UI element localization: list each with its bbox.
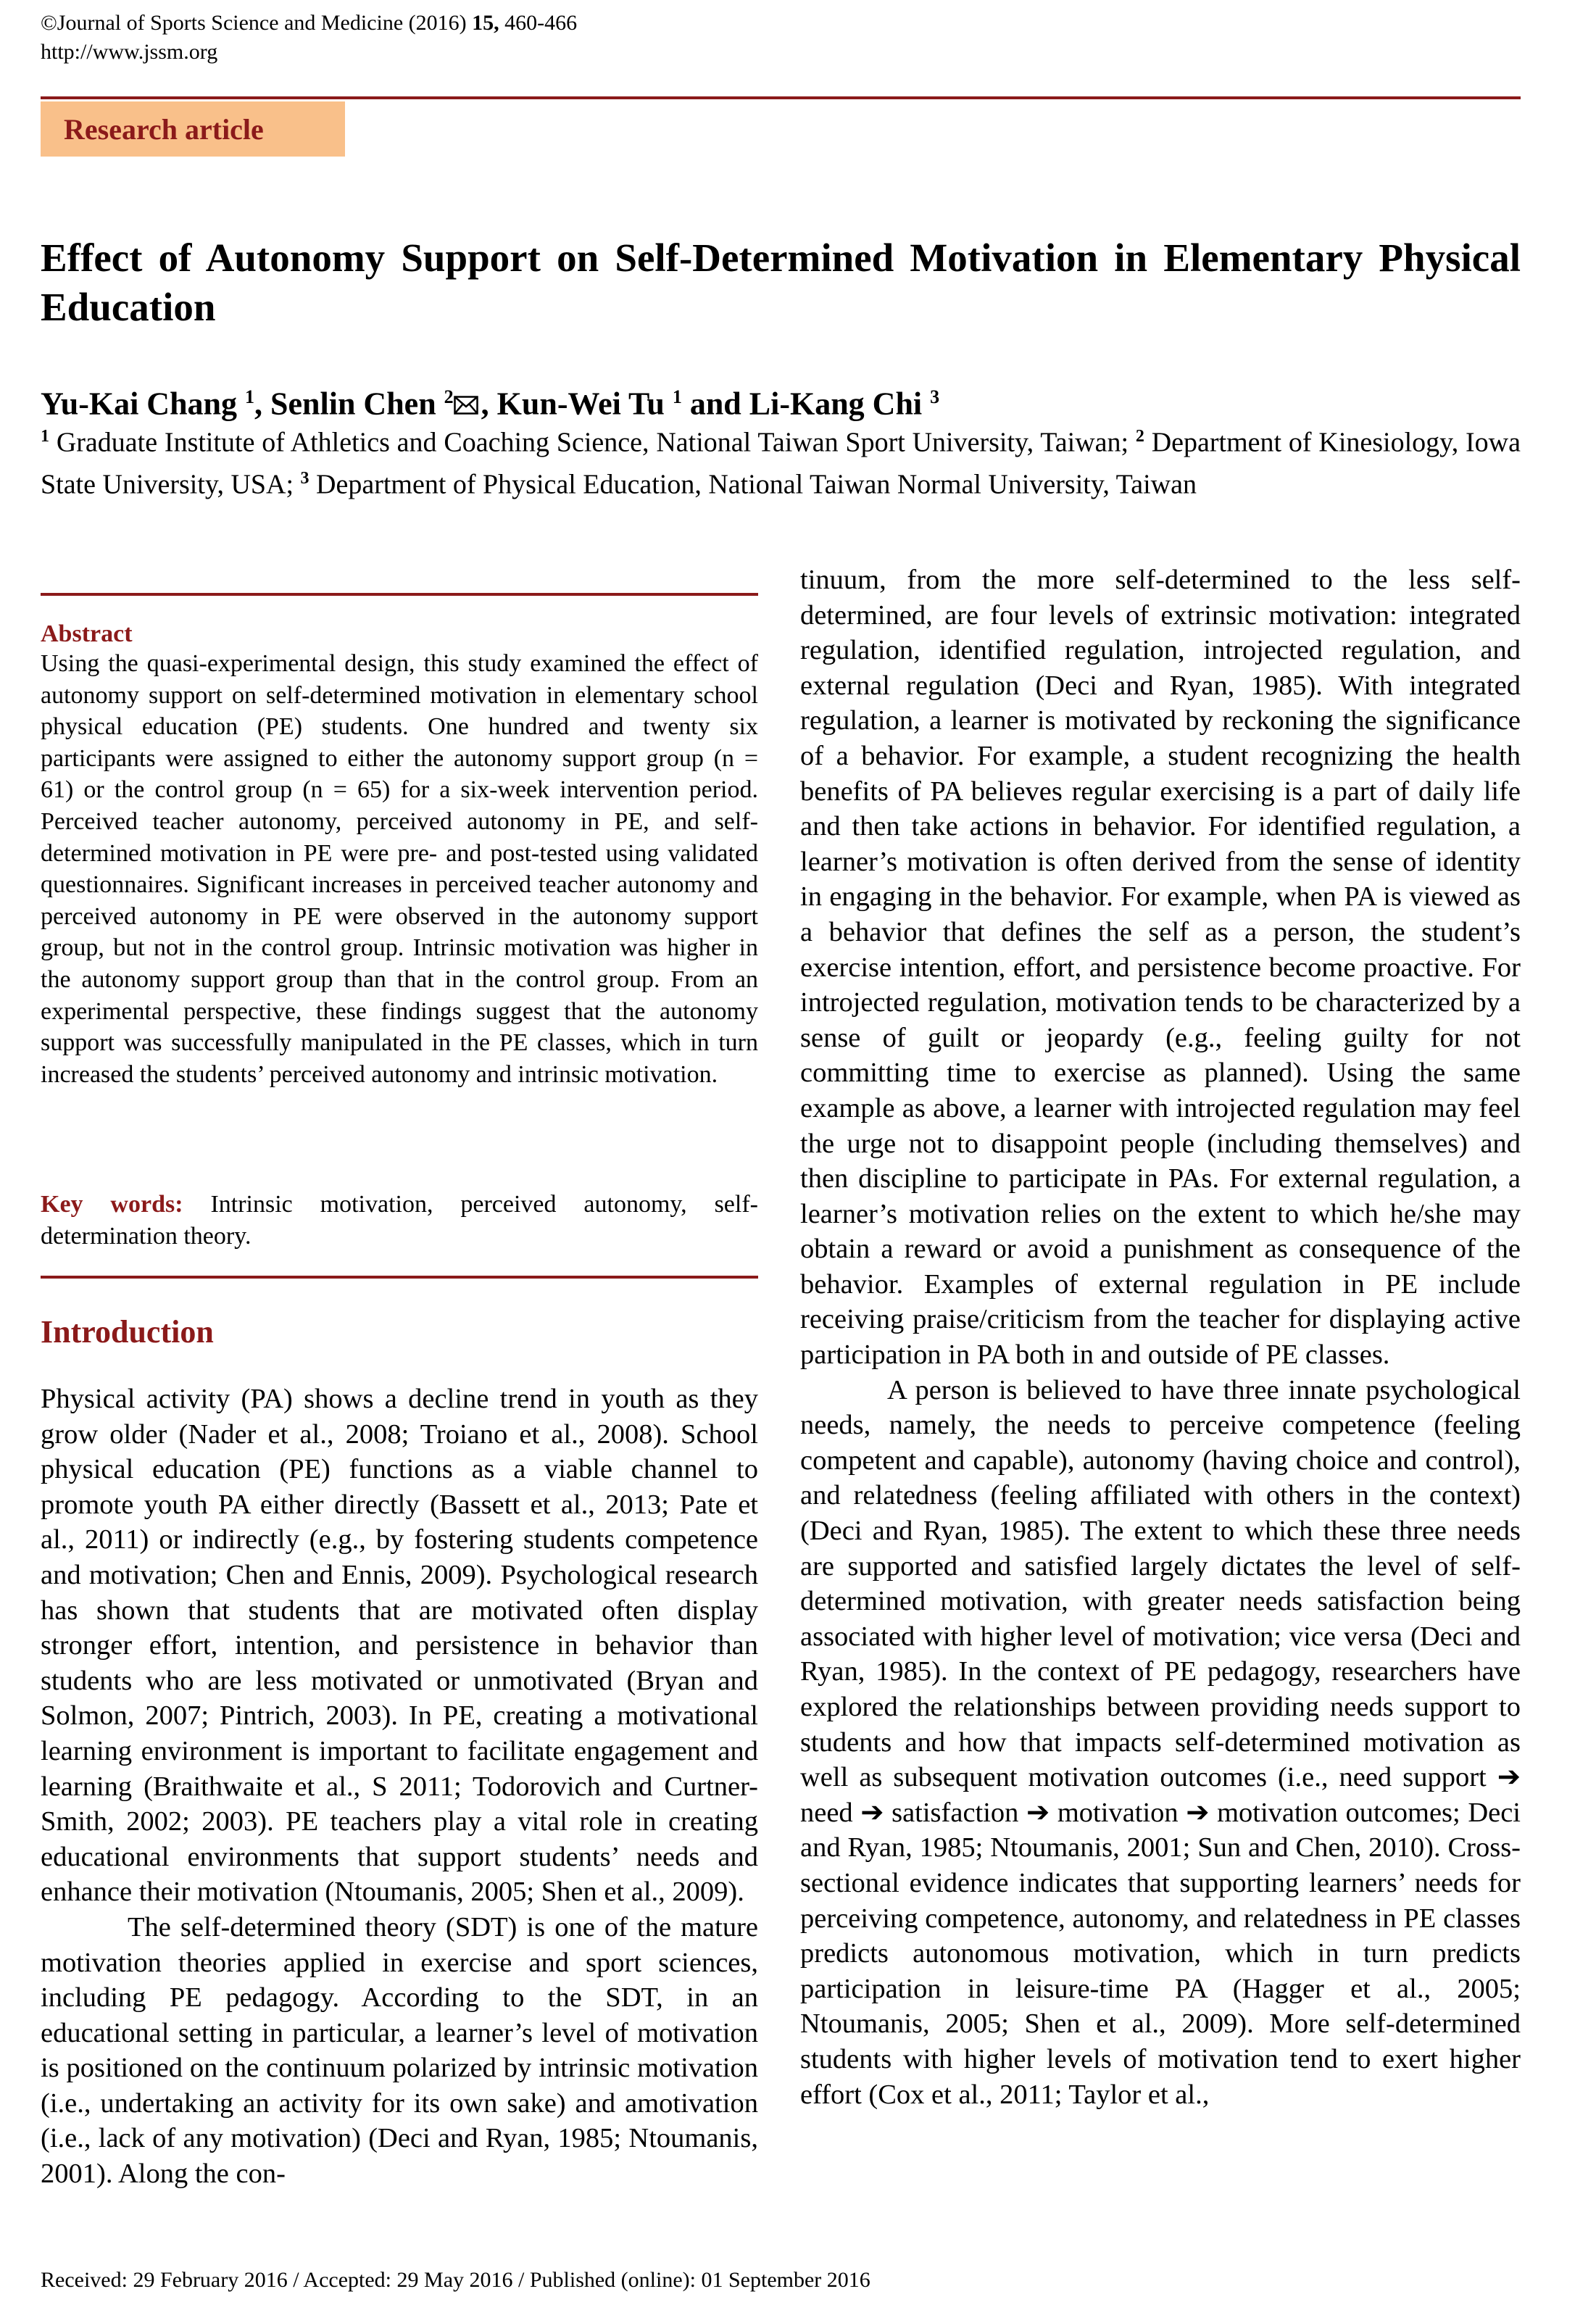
abstract-bottom-divider [41,1276,758,1279]
author-affiliation-mark: 1 [672,386,682,407]
body-paragraph: A person is believed to have three innate psychological needs, namely, the needs to perceive competence (feeling competent and capable), autonomy (having choice and control), and relatedness (feeling affiliated with others in the context) (Deci and Ryan, 1985). The extent to which these three needs are supported and satisfied largely dictates the level of self-determined motivation, with greater needs satisfaction being associated with higher level of motivation; vice versa (Deci and Ryan, 1985). In the context of PE pedagogy, researchers have explored the relationships between providing needs support to students and how that impacts self-determined motivation as well as subsequent motivation outcomes (i.e., need support ➔ need ➔ satisfaction ➔ motivation ➔ motivation outcomes; Deci and Ryan, 1985; Ntoumanis, 2001; Sun and Chen, 2010). Cross-sectional evidence indicates that supporting learners’ needs for perceiving competence, autonomy, and relatedness in PE classes predicts autonomous motivation, which in turn predicts participation in leisure-time PA (Hagger et al., 2005; Ntoumanis, 2005; Shen et al., 2009). More self-determined students with higher levels of motivation tend to exert higher effort (Cox et al., 2011; Taylor et al., [800,1374,1521,2110]
author-list: Yu-Kai Chang $^1$, Senlin Chen $^2$ , Kun-Wei Tu $^1$ and Li-Kang Chi $^3$ [41,377,939,425]
article-type-badge: Research article [41,101,345,157]
body-paragraph: The self-determined theory (SDT) is one of the mature motivation theories applied in exercise and sport sciences, including PE pedagogy. According to the SDT, in an educational setting in particular, a learner’s level of motivation is positioned on the continuum polarized by intrinsic motivation (i.e., undertaking an activity for its own sake) and amotivation (i.e., lack of any motivation) (Deci and Ryan, 1985; Ntoumanis, 2001). Along the con- [41,1911,758,2190]
affiliation-mark: 3 [300,468,309,488]
keywords-text: Intrinsic motivation, perceived autonomy, self-determination theory. [41,1191,758,1250]
affiliation-mark: 2 [1135,427,1144,446]
introduction-heading: Introduction [41,1314,214,1350]
author-name: Kun-Wei Tu [496,386,665,422]
author-name: Li-Kang Chi [749,386,923,422]
article-title: Effect of Autonomy Support on Self-Determined Motivation in Elementary Physical Education [41,236,1521,329]
abstract-heading: Abstract [41,620,133,647]
author-name: Yu-Kai Chang [41,386,238,422]
right-column [800,562,1521,2112]
keywords-label: Key words: [41,1191,183,1218]
author-name: Senlin Chen [270,386,436,422]
affiliations [41,419,1521,502]
author-affiliation-mark: 1 [245,386,255,407]
left-column [41,1381,758,2192]
author-affiliation-mark: 2 [444,386,454,407]
journal-url[interactable]: http://www.jssm.org [41,40,218,64]
body-paragraph: tinuum, from the more self-determined to the less self-determined, are four levels of extrinsic motivation: integrated regulation, identified regulation, introjected regulation, and external regulation (Deci and Ryan, 1985). With integrated regulation, a learner is motivated by reckoning the significance of a behavior. For example, a student recognizing the health benefits of PA believes regular exercising is a part of daily life and then take actions in behavior. For identified regulation, a learner’s motivation is often derived from the sense of identity in engaging in the behavior. For example, when PA is viewed as a behavior that defines the self as a person, the student’s exercise intention, effort, and persistence become proactive. For introjected regulation, motivation tends to be characterized by a sense of guilt or jeopardy (e.g., feeling guilty for not committing time to exercise as planned). Using the same example as above, a learner with introjected regulation may feel the urge not to disappoint people (including themselves) and then discipline to participate in PAs. For external regulation, a learner’s motivation relies on the extent to which he/she may obtain a reward or avoid a punishment as consequence of the behavior. Examples of external regulation in PE include receiving praise/criticism from the teacher for displaying active participation in PA both in and outside of PE classes. [800,565,1521,1371]
header-divider [41,96,1521,99]
publication-dates: Received: 29 February 2016 / Accepted: 29 May 2016 / Published (online): 01 September 2016 [41,2268,870,2292]
journal-citation: ©Journal of Sports Science and Medicine (2016) 15, 460-466 [41,11,578,35]
author-affiliation-mark: 3 [930,386,940,407]
affiliation-mark: 1 [41,427,49,446]
body-paragraph: Physical activity (PA) shows a decline trend in youth as they grow older (Nader et al., 2008; Troiano et al., 2008). School physical education (PE) functions as a viable channel to promote youth PA either directly (Bassett et al., 2013; Pate et al., 2011) or indirectly (e.g., by fostering students competence and motivation; Chen and Ennis, 2009). Psychological research has shown that students that are motivated often display stronger effort, intention, and persistence in behavior than students who are less motivated or unmotivated (Bryan and Solmon, 2007; Pintrich, 2003). In PE, creating a motivational learning environment is important to facilitate engagement and learning (Braithwaite et al., S 2011; Todorovich and Curtner-Smith, 2002; 2003). PE teachers play a vital role in creating educational environments that support students’ needs and enhance their motivation (Ntoumanis, 2005; Shen et al., 2009). [41,1384,758,1908]
affiliation-text: Graduate Institute of Athletics and Coaching Science, National Taiwan Sport University, Taiwan; [49,427,1136,458]
affiliation-text: Department of Kinesiology, Iowa State University, USA; [41,427,1521,500]
affiliation-text: Department of Physical Education, National Taiwan Normal University, Taiwan [309,469,1197,500]
abstract-text: Using the quasi-experimental design, this study examined the effect of autonomy support on self-determined motivation in elementary school physical education (PE) students. One hundred and twenty six participants were assigned to either the autonomy support group (n = 61) or the control group (n = 65) for a six-week intervention period. Perceived teacher autonomy, perceived autonomy in PE, and self-determined motivation in PE were pre- and post-tested using validated questionnaires. Significant increases in perceived teacher autonomy and perceived autonomy in PE were observed in the autonomy support group, but not in the control group. Intrinsic motivation was higher in the autonomy support group than that in the control group. From an experimental perspective, these findings suggest that the autonomy support was successfully manipulated in the PE classes, which in turn increased the students’ perceived autonomy and intrinsic motivation. [41,650,758,1088]
journal-header [41,9,577,67]
abstract-top-divider [41,593,758,596]
keywords [41,1189,758,1252]
